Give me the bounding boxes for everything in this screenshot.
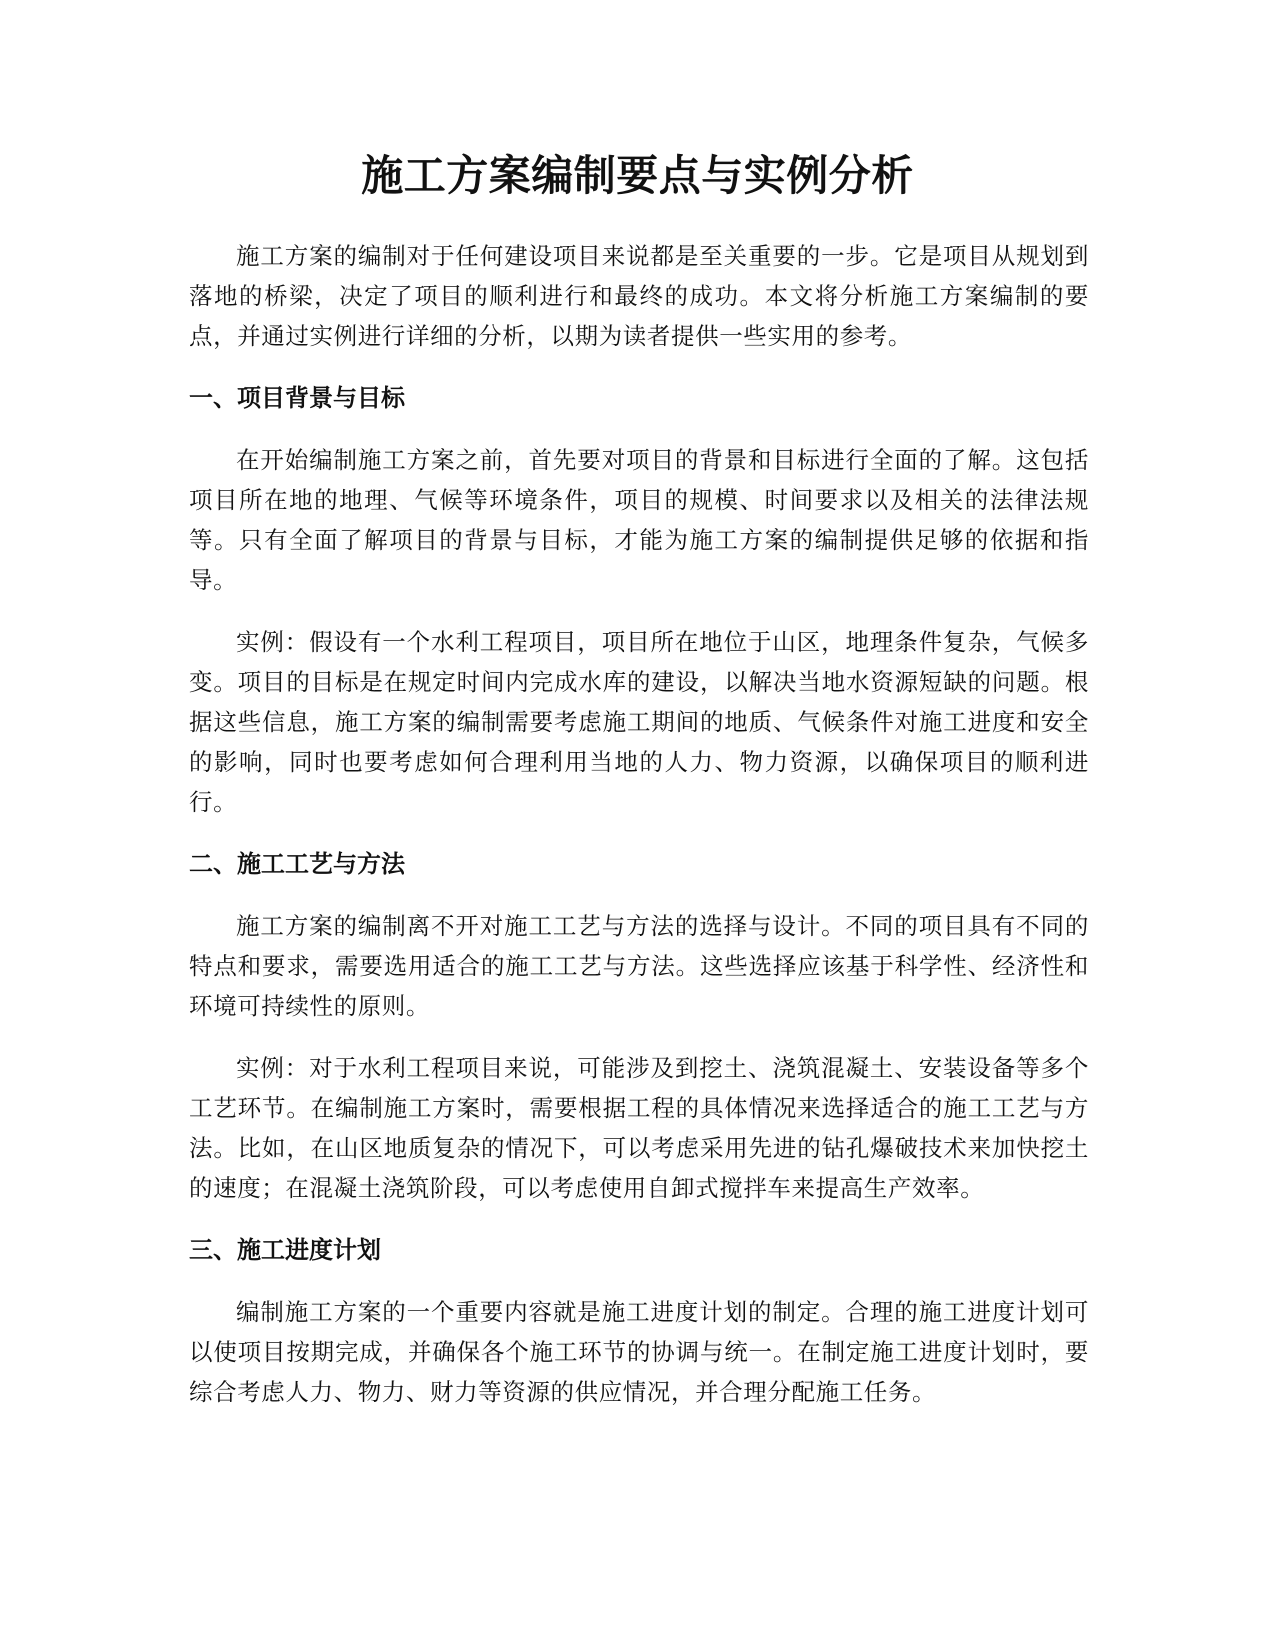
section-heading-1: 一、项目背景与目标: [189, 384, 405, 412]
section-2-paragraph-1: 施工方案的编制离不开对施工工艺与方法的选择与设计。不同的项目具有不同的特点和要求，需要选用适合的施工工艺与方法。这些选择应该基于科学性、经济性和环境可持续性的原则。: [189, 912, 1089, 1020]
section-heading-2: 二、施工工艺与方法: [189, 850, 405, 878]
section-3-paragraph-1: 编制施工方案的一个重要内容就是施工进度计划的制定。合理的施工进度计划可以使项目按期完成，并确保各个施工环节的协调与统一。在制定施工进度计划时，要综合考虑人力、物力、财力等资源的供应情况，并合理分配施工任务。: [189, 1298, 1089, 1406]
section-1-paragraph-1: 在开始编制施工方案之前，首先要对项目的背景和目标进行全面的了解。这包括项目所在地的地理、气候等环境条件，项目的规模、时间要求以及相关的法律法规等。只有全面了解项目的背景与目标，才能为施工方案的编制提供足够的依据和指导。: [189, 446, 1089, 594]
section-heading-3: 三、施工进度计划: [189, 1236, 381, 1264]
document-body: [189, 236, 1089, 1434]
document-title: 施工方案编制要点与实例分析: [361, 151, 914, 200]
intro-paragraph: 施工方案的编制对于任何建设项目来说都是至关重要的一步。它是项目从规划到落地的桥梁，决定了项目的顺利进行和最终的成功。本文将分析施工方案编制的要点，并通过实例进行详细的分析，以期为读者提供一些实用的参考。: [189, 242, 1089, 350]
section-2-paragraph-2: 实例：对于水利工程项目来说，可能涉及到挖土、浇筑混凝土、安装设备等多个工艺环节。在编制施工方案时，需要根据工程的具体情况来选择适合的施工工艺与方法。比如，在山区地质复杂的情况下，可以考虑采用先进的钻孔爆破技术来加快挖土的速度；在混凝土浇筑阶段，可以考虑使用自卸式搅拌车来提高生产效率。: [189, 1054, 1089, 1202]
section-1-paragraph-2: 实例：假设有一个水利工程项目，项目所在地位于山区，地理条件复杂，气候多变。项目的目标是在规定时间内完成水库的建设，以解决当地水资源短缺的问题。根据这些信息，施工方案的编制需要考虑施工期间的地质、气候条件对施工进度和安全的影响，同时也要考虑如何合理利用当地的人力、物力资源，以确保项目的顺利进行。: [189, 628, 1089, 816]
